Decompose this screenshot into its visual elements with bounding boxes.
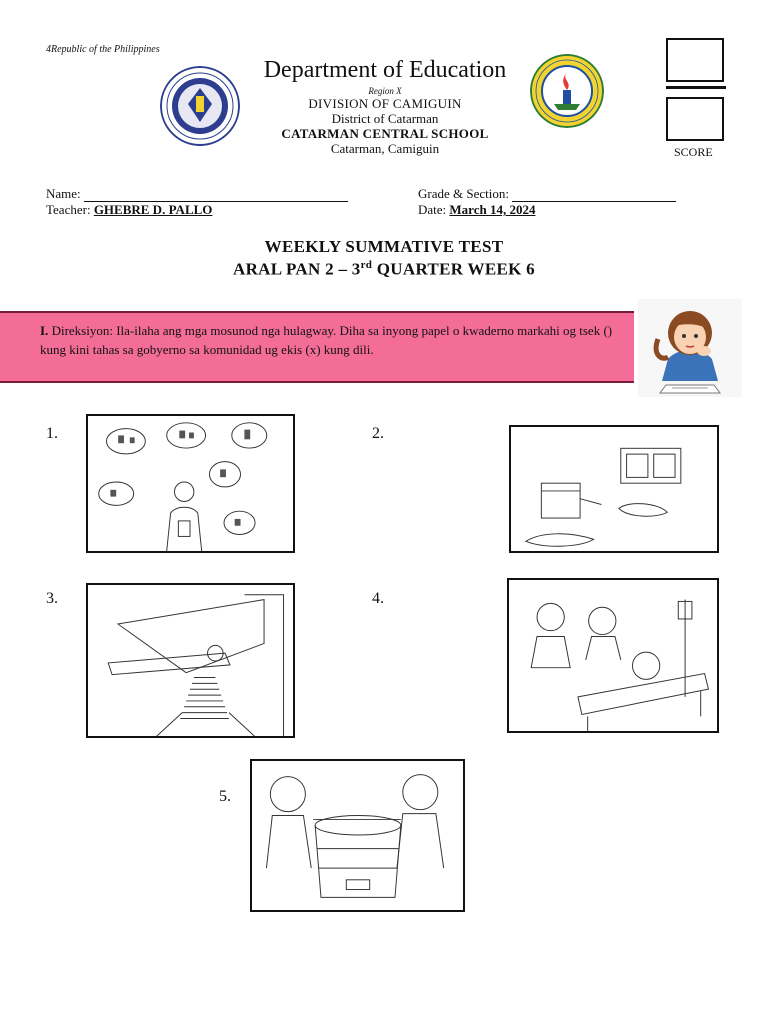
score-box-top: [666, 38, 724, 82]
division-label: DIVISION OF CAMIGUIN: [308, 96, 462, 111]
subtitle-suffix: QUARTER WEEK 6: [372, 259, 535, 279]
item-number-3: 3.: [46, 590, 58, 607]
teacher-value: GHEBRE D. PALLO: [93, 202, 213, 217]
republic-line: 4Republic of the Philippines: [46, 44, 160, 55]
school-seal-logo: [530, 54, 604, 128]
item-3-picture: [86, 583, 295, 738]
name-label: Name:: [46, 186, 81, 201]
directions-text-block: [40, 321, 620, 359]
item-number-4: 4.: [372, 590, 384, 607]
district-label: District of Catarman: [331, 111, 439, 126]
directions-number: I.: [40, 323, 49, 338]
name-blank[interactable]: [84, 190, 348, 202]
item-number-5: 5.: [219, 788, 231, 805]
score-divider: [666, 86, 726, 89]
item-1-picture: [86, 414, 295, 553]
subtitle-superscript: rd: [360, 259, 373, 271]
date-value: March 14, 2024: [449, 202, 536, 217]
item-4-picture: [507, 578, 719, 733]
item-2-picture: [509, 425, 719, 553]
directions-band: [0, 311, 634, 383]
teacher-field: [46, 202, 212, 218]
school-name: CATARMAN CENTRAL SCHOOL: [281, 126, 489, 141]
date-field: [418, 202, 535, 218]
score-label: SCORE: [674, 145, 713, 159]
item-number-2: 2.: [372, 425, 384, 442]
subtitle-prefix: ARAL PAN 2 – 3: [233, 259, 361, 279]
grade-section-blank[interactable]: [512, 190, 676, 202]
name-field: [46, 186, 348, 202]
school-location: Catarman, Camiguin: [330, 141, 440, 156]
deped-seal-logo: [160, 66, 240, 146]
item-number-1: 1.: [46, 425, 58, 442]
test-subtitle: [0, 259, 768, 280]
directions-text: Direksiyon: Ila-ilaha ang mga mosunod nga hulagway. Diha sa inyong papel o kwaderno markahi og tsek () kung kini tahas sa gobyerno sa komunidad ug ekis (x) kung dili.: [40, 323, 613, 357]
thinking-girl-illustration: [638, 299, 742, 397]
grade-section-label: Grade & Section:: [418, 186, 509, 201]
item-5-picture: [250, 759, 465, 912]
grade-section-field: [418, 186, 676, 202]
test-title: WEEKLY SUMMATIVE TEST: [264, 237, 504, 256]
score-box-bottom: [666, 97, 724, 141]
teacher-label: Teacher:: [46, 202, 91, 217]
region-label: Region X: [368, 86, 402, 96]
department-title: Department of Education: [263, 57, 507, 83]
date-label: Date:: [418, 202, 447, 217]
